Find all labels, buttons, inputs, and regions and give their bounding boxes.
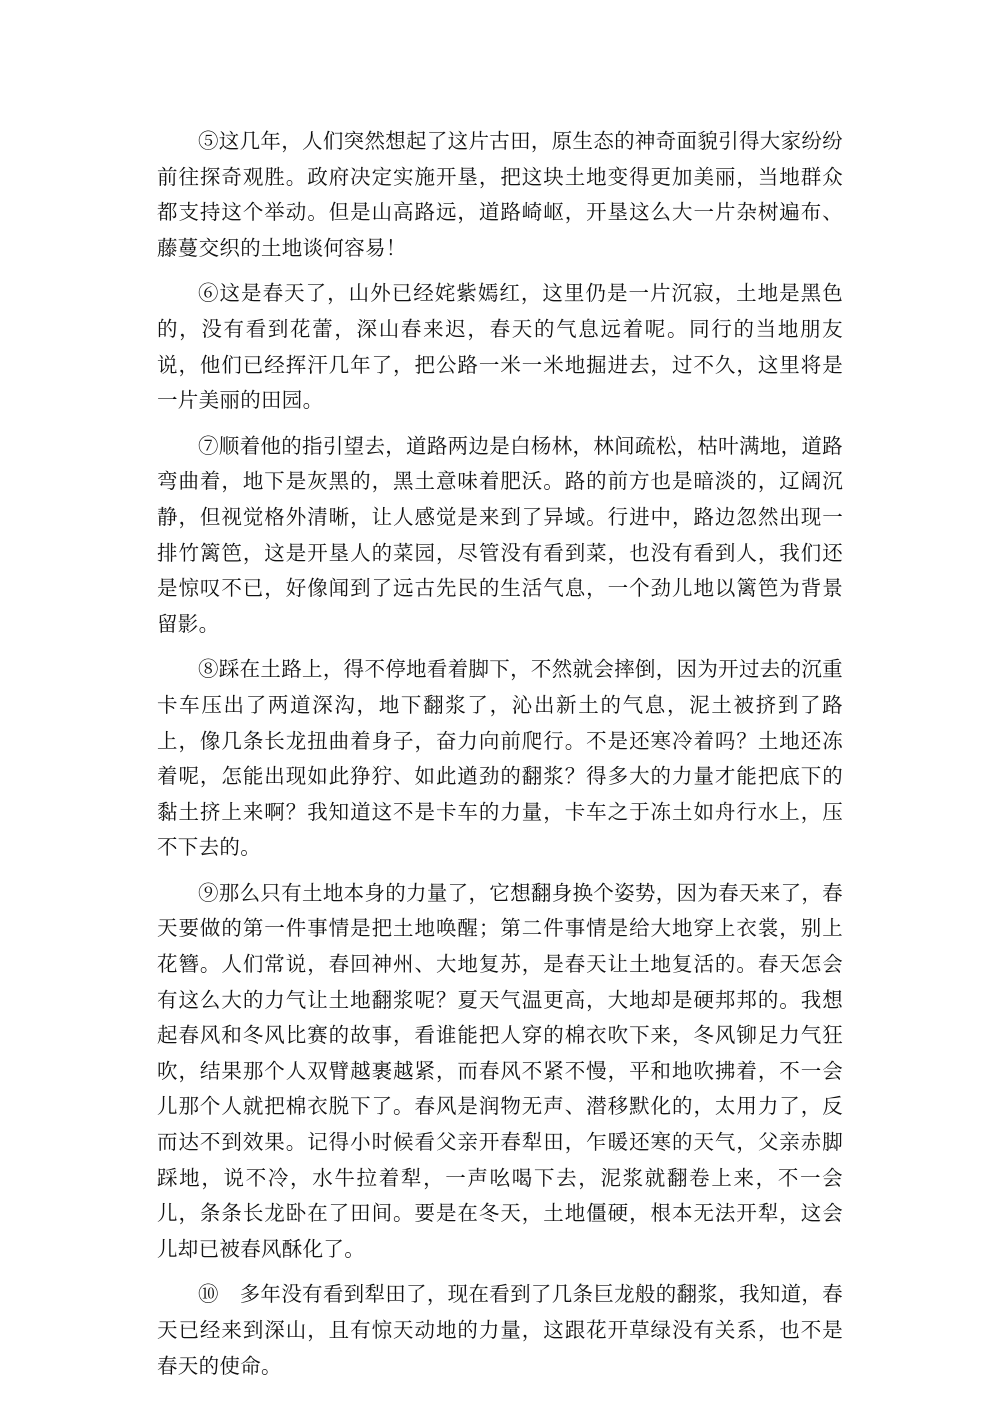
paragraph-10: ⑩ 多年没有看到犁田了，现在看到了几条巨龙般的翻浆，我知道，春天已经来到深山，且有惊天动地的力量，这跟花开草绿没有关系，也不是春天的使命。 [157, 1282, 843, 1378]
paragraph-6: ⑥这是春天了，山外已经姹紫嫣红，这里仍是一片沉寂，土地是黑色的，没有看到花蕾，深山春来迟，春天的气息远着呢。同行的当地朋友说，他们已经挥汗几年了，把公路一米一米地掘进去，过不久，这里将是一片美丽的田园。 [157, 281, 843, 413]
paragraph-8: ⑧踩在土路上，得不停地看着脚下，不然就会摔倒，因为开过去的沉重卡车压出了两道深沟，地下翻浆了，沁出新土的气息，泥土被挤到了路上，像几条长龙扭曲着身子，奋力向前爬行。不是还寒冷着吗？土地还冻着呢，怎能出现如此狰狞、如此遒劲的翻浆？得多大的力量才能把底下的黏土挤上来啊？我知道这不是卡车的力量，卡车之于冻土如舟行水上，压不下去的。 [157, 657, 843, 860]
article-body [157, 124, 843, 1394]
paragraph-7: ⑦顺着他的指引望去，道路两边是白杨林，林间疏松，枯叶满地，道路弯曲着，地下是灰黑的，黑土意味着肥沃。路的前方也是暗淡的，辽阔沉静，但视觉格外清晰，让人感觉是来到了异域。行进中，路边忽然出现一排竹篱笆，这是开垦人的菜园，尽管没有看到菜，也没有看到人，我们还是惊叹不已，好像闻到了远古先民的生活气息，一个劲儿地以篱笆为背景留影。 [157, 433, 843, 636]
paragraph-9: ⑨那么只有土地本身的力量了，它想翻身换个姿势，因为春天来了，春天要做的第一件事情是把土地唤醒；第二件事情是给大地穿上衣裳，别上花簪。人们常说，春回神州、大地复苏，是春天让土地复活的。春天怎会有这么大的力气让土地翻浆呢？夏天气温更高，大地却是硬邦邦的。我想起春风和冬风比赛的故事，看谁能把人穿的棉衣吹下来，冬风铆足力气狂吹，结果那个人双臂越裹越紧，而春风不紧不慢，平和地吹拂着，不一会儿那个人就把棉衣脱下了。春风是润物无声、潜移默化的，太用力了，反而达不到效果。记得小时候看父亲开春犁田，乍暖还寒的天气，父亲赤脚踩地，说不冷，水牛拉着犁，一声吆喝下去，泥浆就翻卷上来，不一会儿，条条长龙卧在了田间。要是在冬天，土地僵硬，根本无法开犁，这会儿却已被春风酥化了。 [157, 880, 843, 1261]
paragraph-5: ⑤这几年，人们突然想起了这片古田，原生态的神奇面貌引得大家纷纷前往探奇观胜。政府决定实施开垦，把这块土地变得更加美丽，当地群众都支持这个举动。但是山高路远，道路崎岖，开垦这么大一片杂树遍布、藤蔓交织的土地谈何容易！ [157, 129, 843, 260]
